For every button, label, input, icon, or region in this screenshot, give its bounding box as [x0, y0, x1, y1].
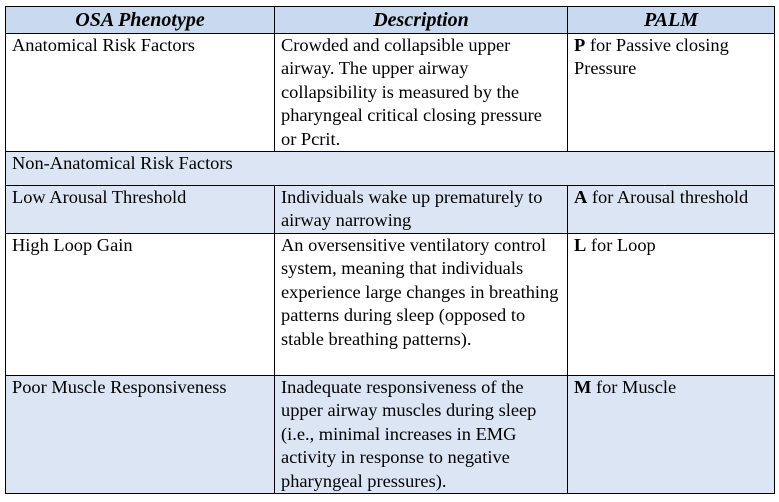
phenotype-cell: Poor Muscle Responsiveness [6, 376, 275, 494]
palm-letter: M [574, 377, 592, 398]
section-row-non-anatomical [6, 152, 775, 186]
palm-cell [568, 376, 775, 494]
table-row-high-loop-gain [6, 234, 775, 376]
palm-cell [568, 186, 775, 234]
osa-phenotype-table [5, 6, 775, 494]
description-cell: Crowded and collapsible upper airway. The upper airway collapsibility is measured by the pharyngeal critical closing pressure or Pcrit. [275, 34, 568, 152]
palm-cell [568, 234, 775, 376]
palm-cell [568, 34, 775, 152]
palm-letter: A [574, 187, 588, 208]
palm-letter: P [574, 35, 586, 55]
table-header-row [6, 7, 775, 34]
header-osa-phenotype: OSA Phenotype [6, 7, 275, 34]
phenotype-cell: High Loop Gain [6, 234, 275, 376]
table-row-poor-muscle [6, 376, 775, 494]
section-label: Non-Anatomical Risk Factors [6, 152, 775, 186]
palm-text: for Loop [586, 235, 656, 256]
phenotype-cell: Low Arousal Threshold [6, 186, 275, 234]
table-row-low-arousal [6, 186, 775, 234]
header-description: Description [275, 7, 568, 34]
palm-letter: L [574, 235, 587, 256]
palm-text: for Muscle [591, 377, 677, 398]
description-cell: Individuals wake up prematurely to airway narrowing [275, 186, 568, 234]
phenotype-cell: Anatomical Risk Factors [6, 34, 275, 152]
description-cell: An oversensitive ventilatory control system, meaning that individuals experience large changes in breathing patterns during sleep (opposed to stable breathing patterns). [275, 234, 568, 376]
table-row-anatomical [6, 34, 775, 152]
description-cell: Inadequate responsiveness of the upper airway muscles during sleep (i.e., minimal increases in EMG activity in response to negative pharyngeal pressures). [275, 376, 568, 494]
palm-text: for Arousal threshold [587, 187, 749, 208]
header-palm: PALM [568, 7, 775, 34]
palm-text: for Passive closing Pressure [574, 35, 729, 79]
